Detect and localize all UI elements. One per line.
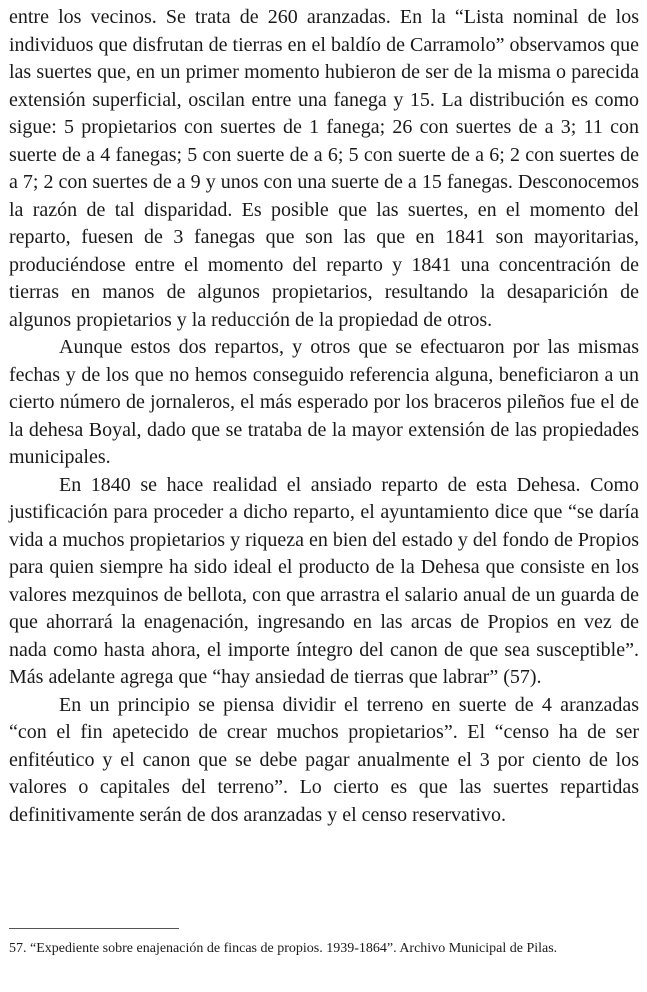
paragraph-2: Aunque estos dos repartos, y otros que se efectuaron por las mismas fechas y de los que no hemos conseguido referencia alguna, beneficiaron a un cierto número de jornaleros, el más esperado por los braceros pileños fue el de la dehesa Boyal, dado que se trataba de la mayor extensión de las propiedades municipales. [9, 336, 639, 468]
footnote-separator [9, 928, 179, 929]
paragraph-1: entre los vecinos. Se trata de 260 aranzadas. En la “Lista nominal de los individuos que disfrutan de tierras en el baldío de Carramolo” observamos que las suertes que, en un primer momento hubieron de ser de la misma o parecida extensión superficial, oscilan entre una fanega y 15. La distribución es como sigue: 5 propietarios con suertes de 1 fanega; 26 con suertes de a 3; 11 con suerte de a 4 fanegas; 5 con suerte de a 6; 5 con suerte de a 6; 2 con suertes de a 7; 2 con suertes de a 9 y unos con una suerte de a 15 fanegas. Desconocemos la razón de tal disparidad. Es posible que las suertes, en el momento del reparto, fuesen de 3 fanegas que son las que en 1841 son mayoritarias, produciéndose entre el momento del reparto y 1841 una concentración de tierras en manos de algunos propietarios, resultando la desaparición de algunos propietarios y la reducción de la propiedad de otros. [9, 6, 639, 331]
page-body [9, 4, 639, 829]
footnote-area [9, 928, 639, 958]
paragraph-4: En un principio se piensa dividir el terreno en suerte de 4 aranzadas “con el fin apetecido de crear muchos propietarios”. El “censo ha de ser enfitéutico y el canon que se debe pagar anualmente el 3 por ciento de los valores o capitales del terreno”. Lo cierto es que las suertes repartidas definitivamente serán de dos aranzadas y el censo reservativo. [9, 693, 639, 826]
main-text [9, 4, 639, 829]
footnote-57: 57. “Expediente sobre enajenación de fincas de propios. 1939-1864”. Archivo Municipal de Pilas. [9, 941, 558, 956]
paragraph-3: En 1840 se hace realidad el ansiado reparto de esta Dehesa. Como justificación para proceder a dicho reparto, el ayuntamiento dice que “se daría vida a muchos propietarios y riqueza en bien del estado y del fondo de Propios para quien siempre ha sido ideal el producto de la Dehesa que consiste en los valores mezquinos de bellota, con que arrastra el salario anual de un guarda de que ahorrará la enagenación, ingresando en las arcas de Propios en vez de nada como hasta ahora, el importe íntegro del canon de que sea susceptible”. Más adelante agrega que “hay ansiedad de tierras que labrar” (57). [9, 473, 639, 688]
